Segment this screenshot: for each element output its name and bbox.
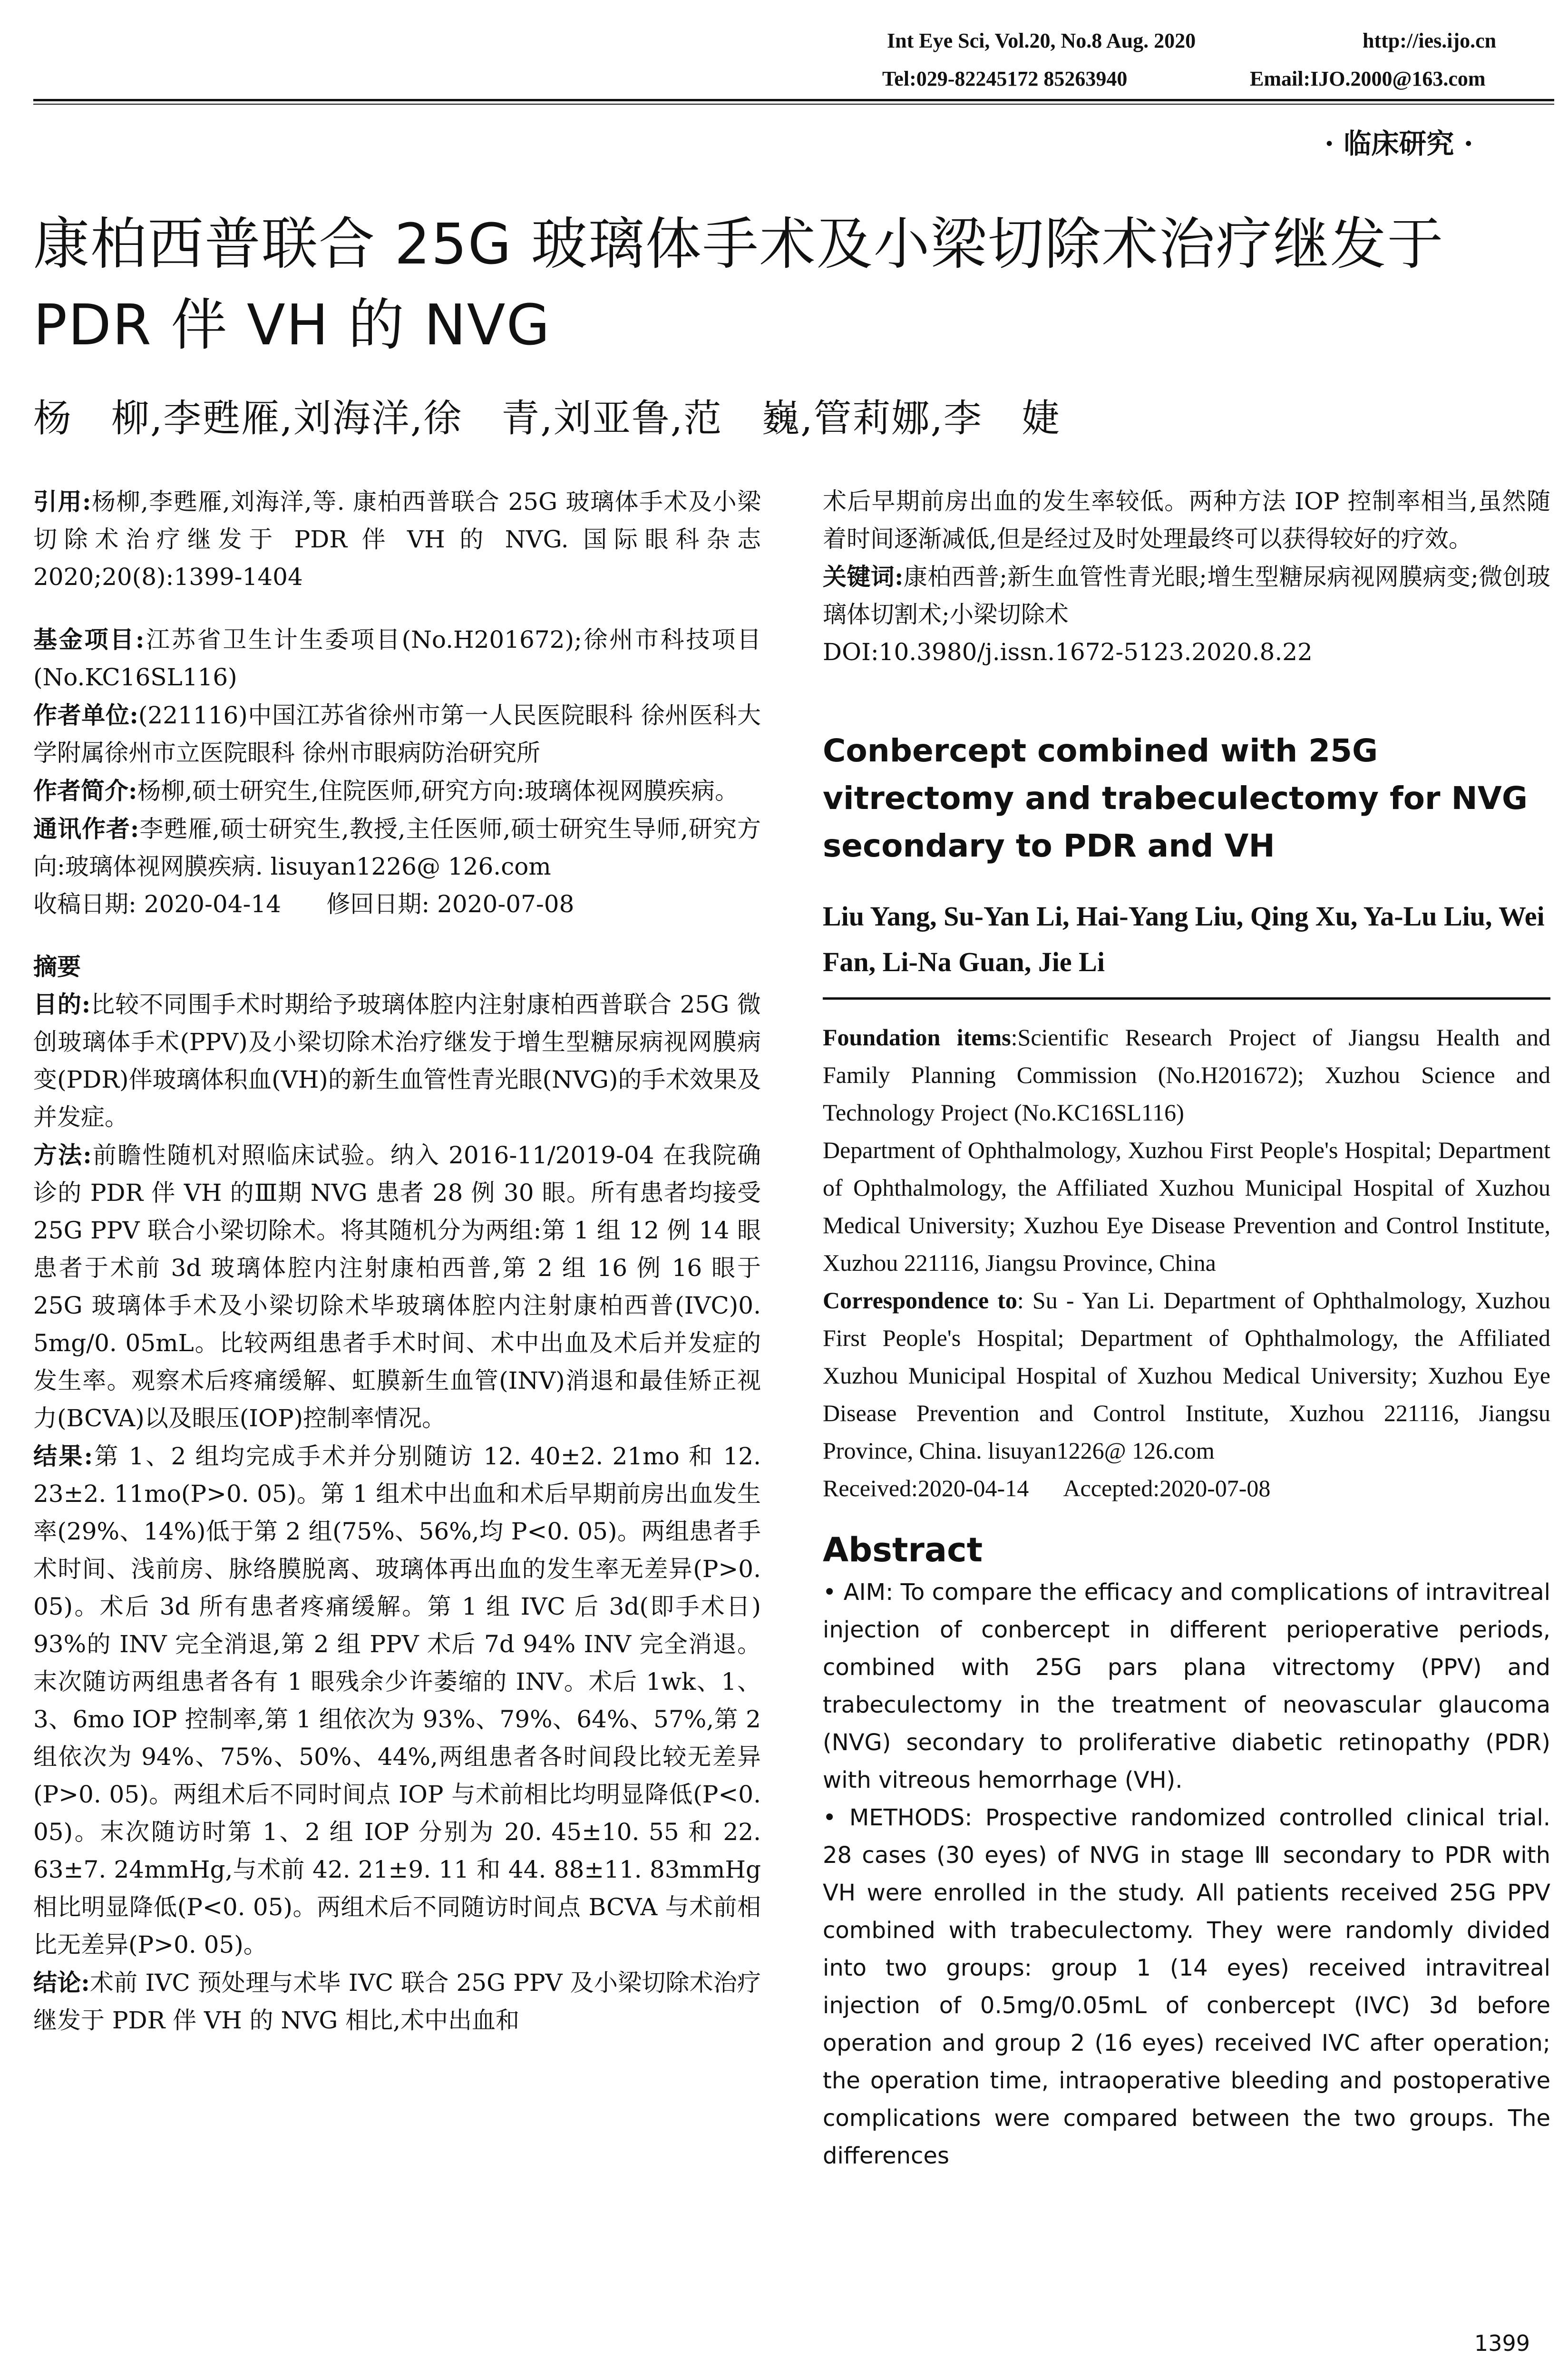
fund-label: 基金项目: <box>33 625 145 653</box>
page-number: 1399 <box>1474 2330 1530 2356</box>
aim-en <box>823 1574 1550 1799</box>
aim-text-en: To compare the efficacy and complications of intravitreal injection of conbercept in different perioperative periods, combined with 25G pars plana vitrectomy (PPV) and trabeculectomy in the treatment of neovascular glaucoma (NVG) secondary to proliferative diabetic retinopathy (PDR) with vitreous hemorrhage (VH). <box>823 1579 1551 1793</box>
abstract-heading-cn: 摘要 <box>33 953 81 981</box>
aim-label-en: • AIM: <box>823 1579 894 1606</box>
bio-text: 杨柳,硕士研究生,住院医师,研究方向:玻璃体视网膜疾病。 <box>137 777 739 805</box>
keywords-text: 康柏西普;新生血管性青光眼;增生型糖尿病视网膜病变;微创玻璃体切割术;小梁切除术 <box>823 563 1550 628</box>
unit-text: (221116)中国江苏省徐州市第一人民医院眼科 徐州医科大学附属徐州市立医院眼科 徐州市眼病防治研究所 <box>33 701 761 767</box>
citation-text: 杨柳,李甦雁,刘海洋,等. 康柏西普联合 25G 玻璃体手术及小梁切除术治疗继发于 PDR 伴 VH 的 NVG. 国际眼科杂志 2020;20(8):1399-1404 <box>33 488 761 591</box>
results-text-cn: 第 1、2 组均完成手术并分别随访 12. 40±2. 21mo 和 12. 23±2. 11mo(P>0. 05)。第 1 组术中出血和术后早期前房出血发生率(29%、14%)低于第 2 组(75%、56%,均 P<0. 05)。两组患者手术时间、浅前房、脉络膜脱离、玻璃体再出血的发生率无差异(P>0. 05)。术后 3d 所有患者疼痛缓解。第 1 组 IVC 后 3d(即手术日) 93%的 INV 完全消退,第 2 组 PPV 术后 7d 94% INV 完全消退。末次随访两组患者各有 1 眼残余少许萎缩的 INV。术后 1wk、1、3、6mo IOP 控制率,第 1 组依次为 93%、79%、64%、57%,第 2 组依次为 94%、75%、50%、44%,两组患者各时间段比较无差异(P>0. 05)。两组术后不同时间点 IOP 与术前相比均明显降低(P<0. 05)。末次随访时第 1、2 组 IOP 分别为 20. 45±10. 55 和 22. 63±7. 24mmHg,与术前 42. 21±9. 11 和 44. 88±11. 83mmHg 相比明显降低(P<0. 05)。两组术后不同随访时间点 BCVA 与术前相比无差异(P>0. 05)。 <box>33 1442 761 1958</box>
foundation-text: :Scientific Research Project of Jiangsu Health and Family Planning Commission (No.H201672); Xuzhou Science and Technology Project (No.KC16SL116) <box>823 1024 1550 1126</box>
journal-tel: Tel:029-82245172 85263940 <box>882 67 1128 90</box>
corr-text: 李甦雁,硕士研究生,教授,主任医师,硕士研究生导师,研究方向:玻璃体视网膜疾病. lisuyan1226@ 126.com <box>33 815 761 880</box>
unit-label: 作者单位: <box>33 701 138 729</box>
abstract-heading-en: Abstract <box>823 1530 983 1569</box>
left-column <box>33 483 761 2039</box>
correspondence-en <box>823 1282 1550 1470</box>
foundation-en <box>823 1019 1550 1131</box>
foundation-label: Foundation items <box>823 1024 1011 1051</box>
paper-title: 康柏西普联合 25G 玻璃体手术及小梁切除术治疗继发于 PDR 伴 VH 的 NVG <box>33 211 1444 358</box>
received-dates-en: Received:2020-04-14 Accepted:2020-07-08 <box>823 1475 1271 1501</box>
conclusion-label-cn: 结论: <box>33 1968 90 1997</box>
results-label-cn: 结果: <box>33 1442 93 1470</box>
methods-cn <box>33 1136 761 1437</box>
fund <box>33 621 761 696</box>
aim-text-cn: 比较不同围手术时期给予玻璃体腔内注射康柏西普联合 25G 微创玻璃体手术(PPV)及小梁切除术治疗继发于增生型糖尿病视网膜病变(PDR)伴玻璃体积血(VH)的新生血管性青光眼(NVG)的手术效果及并发症。 <box>33 991 761 1131</box>
methods-en <box>823 1799 1550 2175</box>
header-rule-thin <box>33 104 1554 105</box>
fund-text: 江苏省卫生计生委项目(No.H201672);徐州市科技项目(No.KC16SL116) <box>33 626 761 691</box>
english-authors: Liu Yang, Su-Yan Li, Hai-Yang Liu, Qing Xu, Ya-Lu Liu, Wei Fan, Li-Na Guan, Jie Li <box>823 901 1545 977</box>
conclusion-cn <box>33 1964 761 2039</box>
conclusion-cn-cont: 术后早期前房出血的发生率较低。两种方法 IOP 控制率相当,虽然随着时间逐渐减低,但是经过及时处理最终可以获得较好的疗效。 <box>823 487 1550 553</box>
journal-info: Int Eye Sci, Vol.20, No.8 Aug. 2020 <box>887 29 1196 52</box>
methods-label-cn: 方法: <box>33 1141 92 1169</box>
conclusion-text-cn: 术前 IVC 预处理与术毕 IVC 联合 25G PPV 及小梁切除术治疗继发于 PDR 伴 VH 的 NVG 相比,术中出血和 <box>33 1969 761 2034</box>
doi: DOI:10.3980/j.issn.1672-5123.2020.8.22 <box>823 638 1313 666</box>
methods-label-en: • METHODS: <box>823 1804 973 1831</box>
department-en: Department of Ophthalmology, Xuzhou First People's Hospital; Department of Ophthalmology, the Affiliated Xuzhou Municipal Hospital of Xuzhou Medical University; Xuzhou Eye Disease Prevention and Control Institute, Xuzhou 221116, Jiangsu Province, China <box>823 1137 1550 1276</box>
results-cn <box>33 1437 761 1964</box>
corr-label: 通讯作者: <box>33 815 139 843</box>
keywords-label: 关键词: <box>823 563 904 591</box>
section-tag: · 临床研究 · <box>1325 127 1473 160</box>
english-title: Conbercept combined with 25G vitrectomy and trabeculectomy for NVG secondary to PDR and VH <box>823 732 1528 864</box>
methods-text-cn: 前瞻性随机对照临床试验。纳入 2016-11/2019-04 在我院确诊的 PDR 伴 VH 的Ⅲ期 NVG 患者 28 例 30 眼。所有患者均接受 25G PPV 联合小梁切除术。将其随机分为两组:第 1 组 12 例 14 眼患者于术前 3d 玻璃体腔内注射康柏西普,第 2 组 16 例 16 眼于 25G 玻璃体手术及小梁切除术毕玻璃体腔内注射康柏西普(IVC)0. 5mg/0. 05mL。比较两组患者手术时间、术中出血及术后并发症的发生率。观察术后疼痛缓解、虹膜新生血管(INV)消退和最佳矫正视力(BCVA)以及眼压(IOP)控制率情况。 <box>33 1141 761 1432</box>
journal-url[interactable]: http://ies.ijo.cn <box>1363 29 1497 52</box>
corresponding-author <box>33 810 761 886</box>
received-dates: 收稿日期: 2020-04-14 修回日期: 2020-07-08 <box>33 890 575 918</box>
aim-label-cn: 目的: <box>33 990 91 1018</box>
author-list: 杨 柳,李甦雁,刘海洋,徐 青,刘亚鲁,范 巍,管莉娜,李 婕 <box>33 396 1061 440</box>
correspondence-label: Correspondence to <box>823 1287 1017 1314</box>
header-rule-thick <box>33 99 1554 101</box>
bio-label: 作者简介: <box>33 777 137 805</box>
citation <box>33 483 761 596</box>
journal-email[interactable]: Email:IJO.2000@163.com <box>1250 67 1486 90</box>
correspondence-text: : Su - Yan Li. Department of Ophthalmology, Xuzhou First People's Hospital; Department of Ophthalmology, the Affiliated Xuzhou Municipal Hospital of Xuzhou Medical University; Xuzhou Eye Disease Prevention and Control Institute, Xuzhou 221116, Jiangsu Province, China. lisuyan1226@ 126.com <box>823 1287 1551 1464</box>
right-column <box>823 483 1550 2175</box>
aim-cn <box>33 985 761 1136</box>
author-unit <box>33 696 761 772</box>
methods-text-en: Prospective randomized controlled clinical trial. 28 cases (30 eyes) of NVG in stage Ⅲ secondary to PDR with VH were enrolled in the study. All patients received 25G PPV combined with trabeculectomy. They were randomly divided into two groups: group 1 (14 eyes) received intravitreal injection of 0.5mg/0.05mL of conbercept (IVC) 3d before operation and group 2 (16 eyes) received IVC after operation; the operation time, intraoperative bleeding and postoperative complications were compared between the two groups. The differences <box>823 1804 1550 2169</box>
citation-label: 引用: <box>33 487 91 516</box>
keywords-cn <box>823 558 1550 633</box>
author-bio <box>33 772 761 810</box>
